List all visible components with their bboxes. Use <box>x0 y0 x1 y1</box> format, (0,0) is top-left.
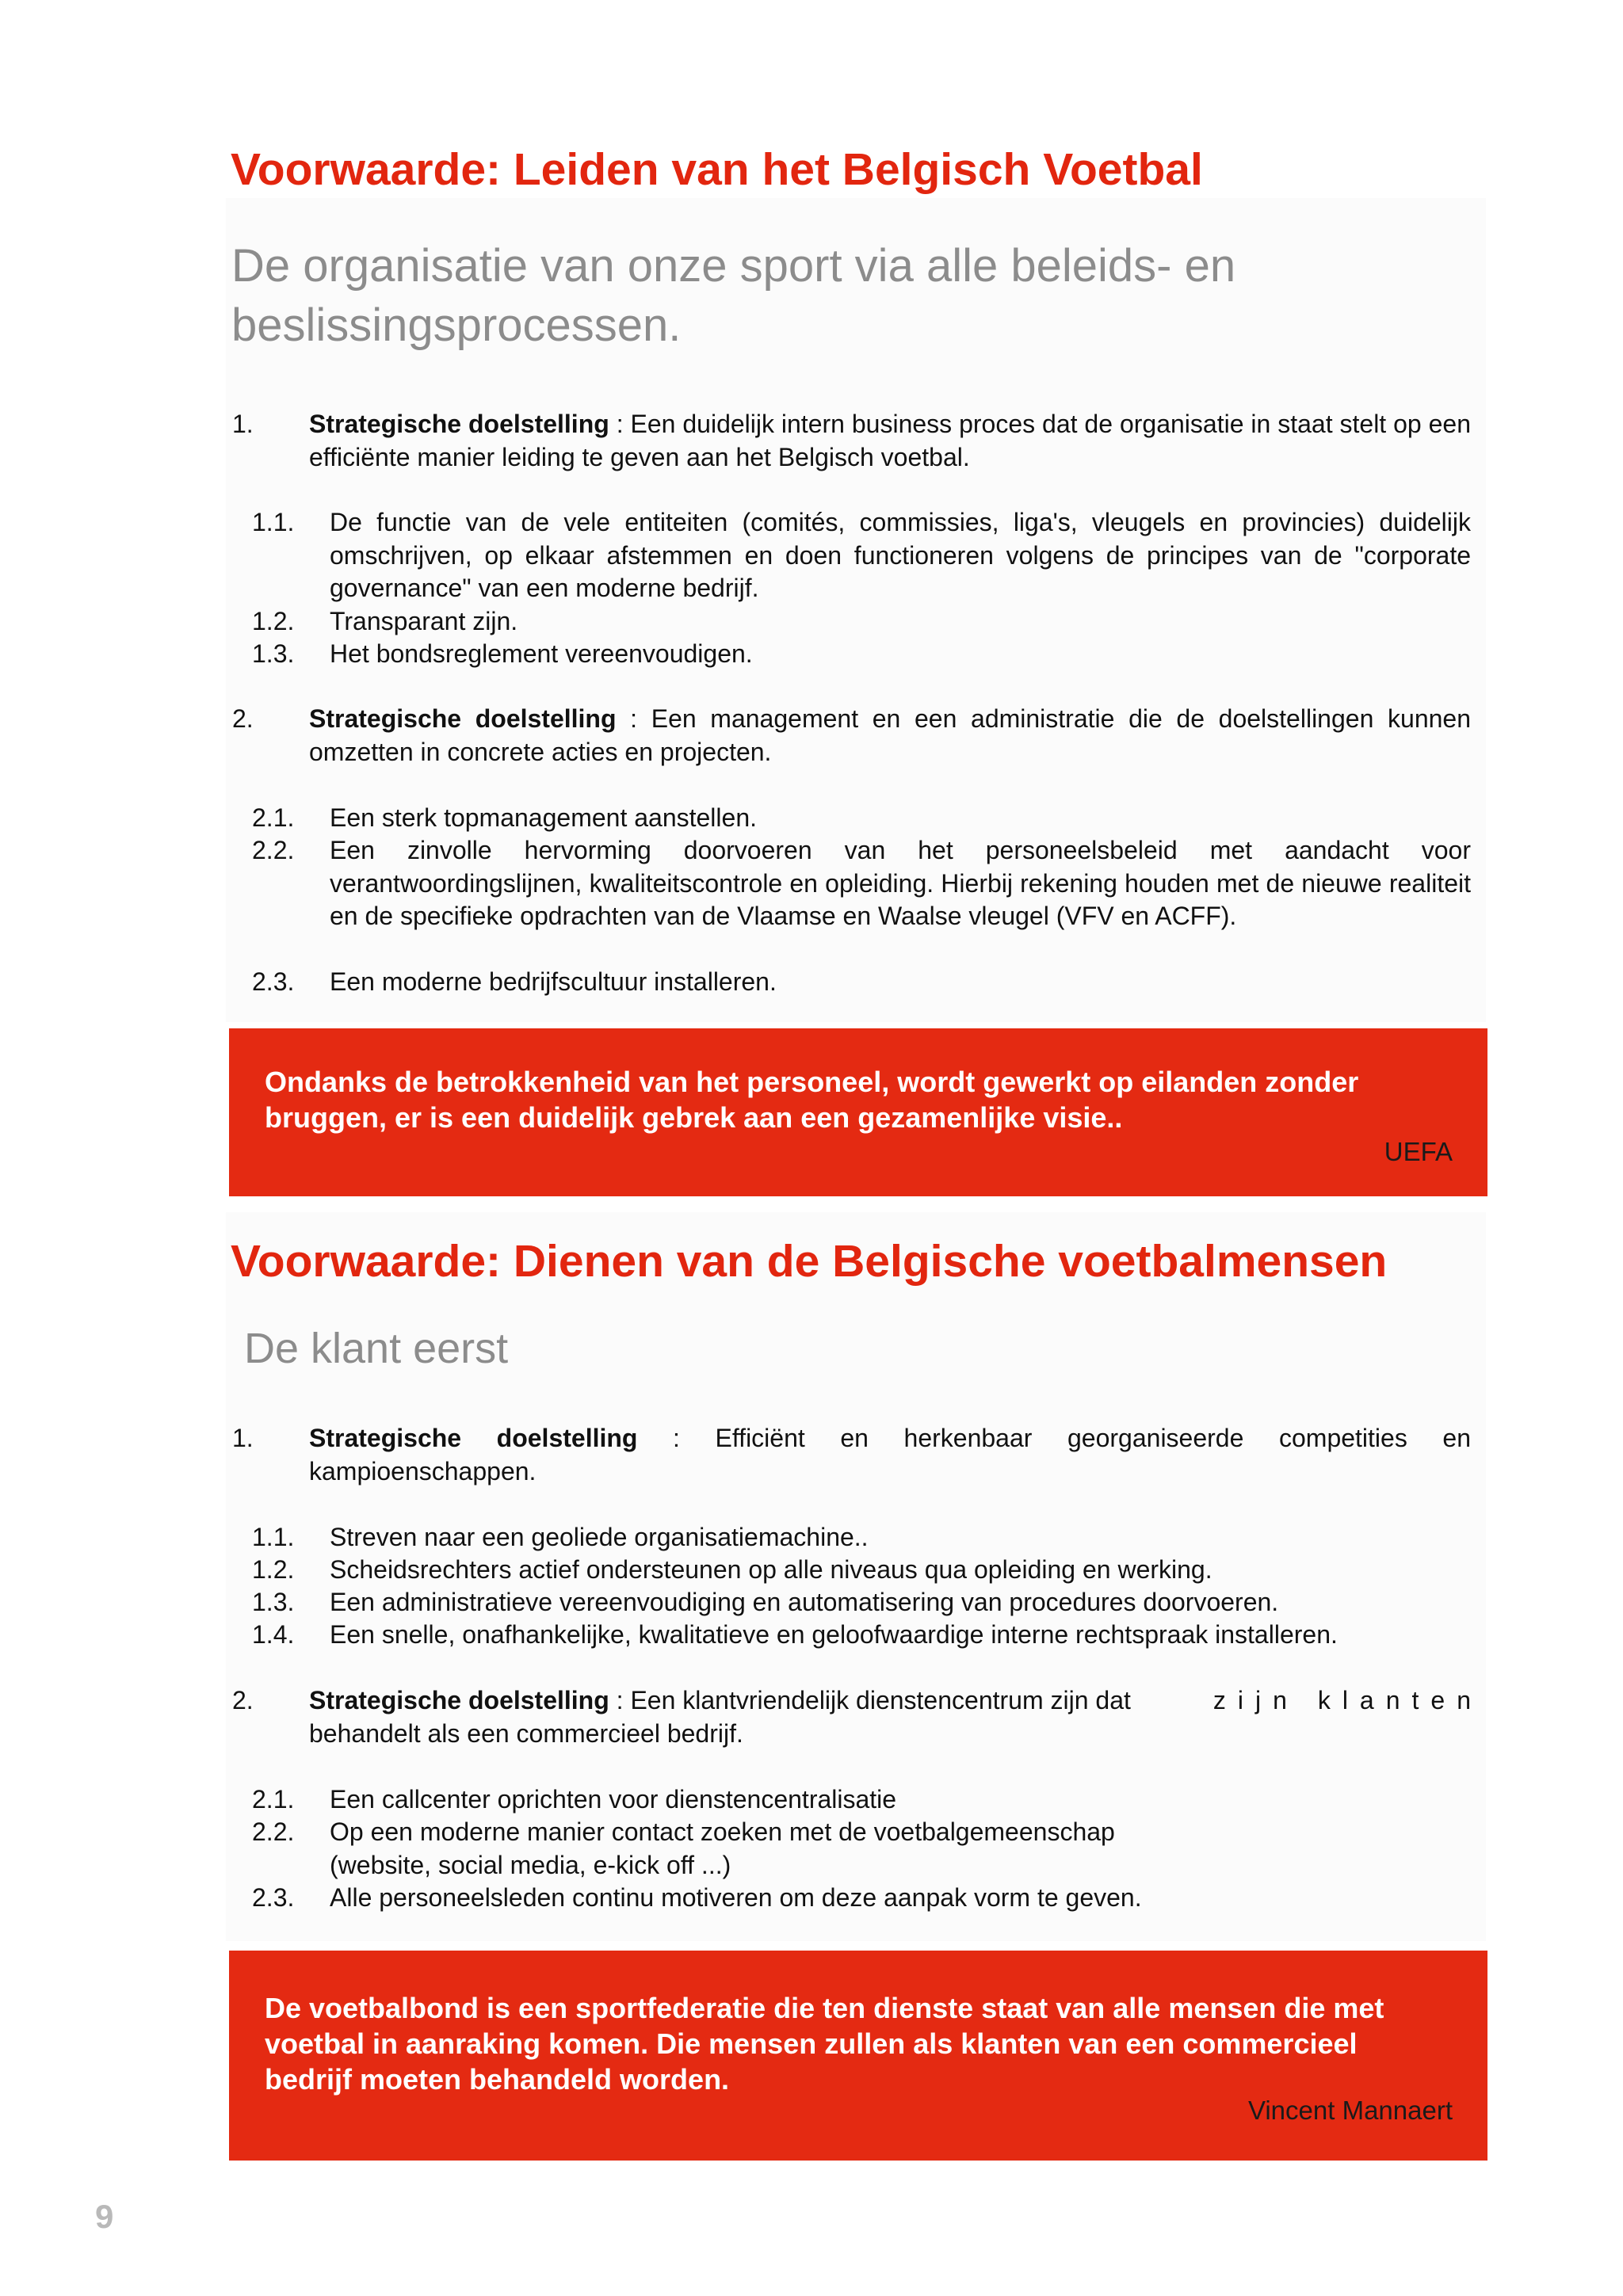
list-item <box>252 1882 1471 1915</box>
objective-description: : Een klantvriendelijk dienstencentrum zijn dat <box>609 1686 1131 1714</box>
list-item <box>252 802 1471 835</box>
list-item <box>252 1619 1471 1652</box>
objective-text <box>309 1422 1471 1488</box>
list-item-number: 2.3. <box>252 1883 295 1912</box>
list-item <box>252 1816 1471 1882</box>
list-item-number: 1.3. <box>252 639 295 668</box>
list-item <box>252 638 1471 671</box>
list-item <box>252 966 1471 999</box>
list-item <box>252 1554 1471 1587</box>
list-item-text <box>330 1816 1471 1882</box>
list-item <box>252 1783 1471 1817</box>
list-item-text: Een callcenter oprichten voor dienstencentralisatie <box>330 1785 897 1814</box>
list-item-number: 2.2. <box>252 836 295 864</box>
quote-text: De voetbalbond is een sportfederatie die ten dienste staat van alle mensen die met voetbal in aanraking komen. Die mensen zullen als klanten van een commercieel bedrijf moeten behandeld worden. <box>265 1992 1384 2096</box>
objective-number: 2. <box>232 1686 254 1714</box>
objective-2 <box>232 1684 1483 1756</box>
list-item <box>252 834 1471 966</box>
list-item-text: Alle personeelsleden continu motiveren om deze aanpak vorm te geven. <box>330 1883 1142 1912</box>
list-item-text: Een sterk topmanagement aanstellen. <box>330 803 757 832</box>
list-item <box>252 506 1471 605</box>
section-title: Voorwaarde: Dienen van de Belgische voetbalmensen <box>231 1236 1388 1287</box>
list-item <box>252 605 1471 639</box>
objective-description-spaced: zijn klanten <box>1212 1686 1483 1714</box>
list-item <box>252 1586 1471 1619</box>
list-item-text-line: Op een moderne manier contact zoeken met de voetbalgemeenschap <box>330 1817 1115 1846</box>
objective-1 <box>232 408 1471 479</box>
objective-2 <box>232 703 1471 774</box>
objective-text <box>309 408 1471 474</box>
objective-label: Strategische doelstelling <box>309 1686 609 1714</box>
quote-author: UEFA <box>1384 1137 1453 1166</box>
list-item-number: 1.2. <box>252 607 295 635</box>
list-item-number: 2.1. <box>252 1785 295 1814</box>
objective-1 <box>232 1422 1471 1493</box>
list-item <box>252 1521 1471 1554</box>
objective-number: 1. <box>232 1424 254 1452</box>
list-item-number: 1.1. <box>252 1523 295 1551</box>
objective-label: Strategische doelstelling <box>309 1424 638 1452</box>
objective-second-line: behandelt als een commercieel bedrijf. <box>309 1718 743 1748</box>
list-item-text: De functie van de vele entiteiten (comités, commissies, liga's, vleugels en provincies) duidelijk omschrijven, op elkaar afstemmen en doen functioneren volgens de principes van de "corporate governance" van een moderne bedrijf. <box>330 508 1471 602</box>
list-item-number: 2.3. <box>252 967 295 996</box>
list-item-text: Transparant zijn. <box>330 607 518 635</box>
objective-label: Strategische doelstelling <box>309 410 609 438</box>
list-item-text: Een snelle, onafhankelijke, kwalitatieve en geloofwaardige interne rechtspraak installeren. <box>330 1620 1338 1649</box>
quote-text: Ondanks de betrokkenheid van het personeel, wordt gewerkt op eilanden zonder bruggen, er is een duidelijk gebrek aan een gezamenlijke visie.. <box>265 1066 1359 1134</box>
page-number: 9 <box>95 2198 114 2235</box>
quote-box <box>229 1028 1487 1196</box>
list-item-number: 1.2. <box>252 1555 295 1584</box>
objective-description: : Een duidelijk intern business proces dat de organisatie in staat stelt op een efficiënte manier leiding te geven aan het Belgisch voetbal. <box>309 410 1472 471</box>
objective-number: 2. <box>232 704 254 733</box>
list-item-text-line: (website, social media, e-kick off ...) <box>330 1850 731 1879</box>
list-item-number: 1.4. <box>252 1620 295 1649</box>
list-item-text: Streven naar een geoliede organisatiemachine.. <box>330 1523 869 1551</box>
list-item-text: Scheidsrechters actief ondersteunen op alle niveaus qua opleiding en werking. <box>330 1555 1212 1584</box>
list-item-number: 1.3. <box>252 1588 295 1616</box>
objective-text <box>309 703 1471 769</box>
objective-number: 1. <box>232 410 254 438</box>
quote-box <box>229 1951 1487 2161</box>
list-item-text: Een administratieve vereenvoudiging en automatisering van procedures doorvoeren. <box>330 1588 1279 1616</box>
list-item-number: 1.1. <box>252 508 295 536</box>
objective-description: : Efficiënt en herkenbaar georganiseerde competities en kampioenschappen. <box>309 1424 1472 1486</box>
list-item-number: 2.2. <box>252 1817 295 1846</box>
list-item-text: Een moderne bedrijfscultuur installeren. <box>330 967 777 996</box>
section-subtitle: De organisatie van onze sport via alle beleids- en beslissingsprocessen. <box>231 240 1236 351</box>
objective-first-line <box>309 1684 1483 1718</box>
objective-text <box>309 1684 1483 1750</box>
list-item-text: Het bondsreglement vereenvoudigen. <box>330 639 753 668</box>
objective-label: Strategische doelstelling <box>309 704 617 733</box>
list-item-number: 2.1. <box>252 803 295 832</box>
objective-description: : Een management en een administratie die de doelstellingen kunnen omzetten in concrete acties en projecten. <box>309 704 1472 766</box>
section-subtitle: De klant eerst <box>244 1325 509 1372</box>
list-item-text: Een zinvolle hervorming doorvoeren van het personeelsbeleid met aandacht voor verantwoordingslijnen, kwaliteitscontrole en opleiding. Hierbij rekening houden met de nieuwe realiteit en de specifieke opdrachten van de Vlaamse en Waalse vleugel (VFV en ACFF). <box>330 836 1471 930</box>
quote-author: Vincent Mannaert <box>1247 2096 1453 2125</box>
section-title: Voorwaarde: Leiden van het Belgisch Voetbal <box>231 144 1203 195</box>
